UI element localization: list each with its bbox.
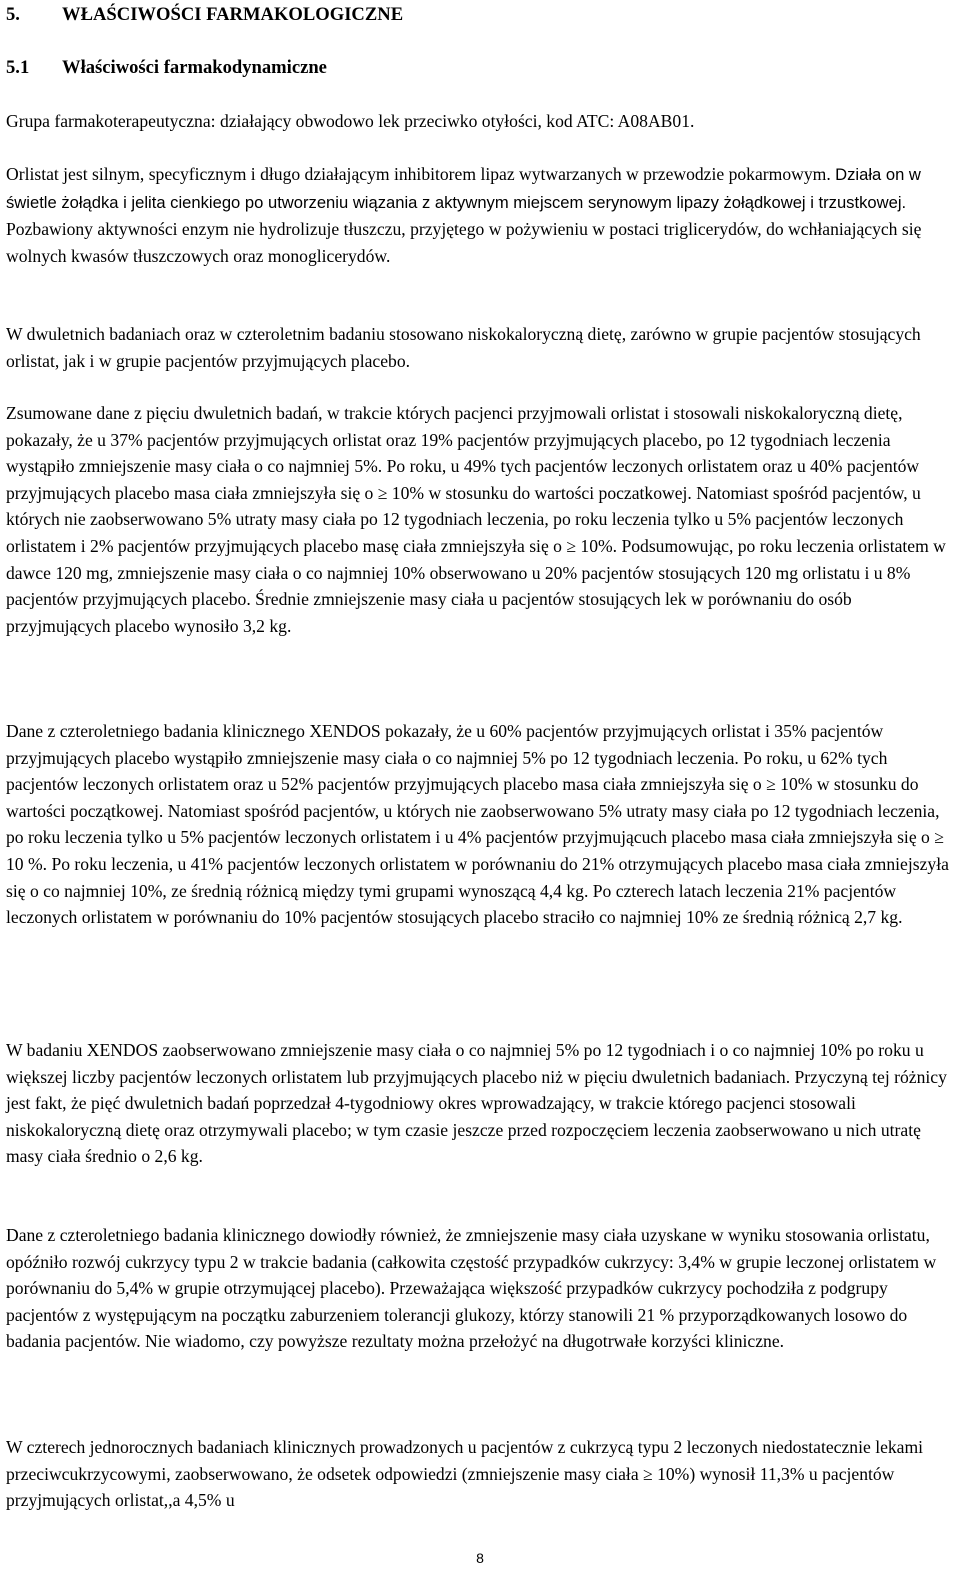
paragraph-mechanism-part-1: Orlistat jest silnym, specyficznym i długo działającym inhibitorem lipaz wytwarzanych w przewodzie pokarmowym. [6, 164, 836, 184]
section-heading [6, 2, 403, 29]
section-title: WŁAŚCIWOŚCI FARMAKOLOGICZNE [62, 4, 404, 25]
section-number: 5. [6, 4, 20, 25]
paragraph-mechanism-part-3: Pozbawiony aktywności enzym nie hydrolizuje tłuszczu, przyjętego w pożywieniu w postaci triglicerydów, do wchłaniających się wolnych kwasów tłuszczowych oraz monoglicerydów. [6, 219, 922, 266]
paragraph-pharmacotherapeutic-group: Grupa farmakoterapeutyczna: działający obwodowo lek przeciwko otyłości, kod ATC: A08AB01. [6, 111, 695, 131]
paragraph-diabetes-delay: Dane z czteroletniego badania klinicznego dowiodły również, że zmniejszenie masy ciała uzyskane w wyniku stosowania orlistatu, opóźniło rozwój cukrzycy typu 2 w trakcie badania (całkowita częstość przypadków cukrzycy: 3,4% w grupie leczonej orlistatem w porównaniu do 5,4% w grupie otrzymującej placebo). Przeważająca większość przypadków cukrzycy pochodziła z podgrupy pacjentów z występującym na początku zaburzeniem tolerancji glukozy, którzy stanowili 21 % przyporządkowanych losowo do badania pacjentów. Nie wiadomo, czy powyższe rezultaty można przełożyć na długotrwałe korzyści kliniczne. [6, 1225, 937, 1352]
paragraph-xendos-comparison: W badaniu XENDOS zaobserwowano zmniejszenie masy ciała o co najmniej 5% po 12 tygodniach i o co najmniej 10% po roku u większej liczby pacjentów leczonych orlistatem lub przyjmujących placebo niż w pięciu dwuletnich badaniach. Przyczyną tej różnicy jest fakt, że pięć dwuletnich badań poprzedzał 4-tygodniowy okres wprowadzający, w trakcie którego pacjenci stosowali niskokaloryczną dietę oraz otrzymywali placebo; w tym czasie jeszcze przed rozpoczęciem leczenia zaobserwowano u nich utratę masy ciała średnio o 2,6 kg. [6, 1040, 947, 1167]
paragraph-two-year-studies: Zsumowane dane z pięciu dwuletnich badań, w trakcie których pacjenci przyjmowali orlistat i stosowali niskokaloryczną dietę, pokazały, że u 37% pacjentów przyjmujących orlistat oraz 19% pacjentów przyjmujących placebo, po 12 tygodniach leczenia wystąpiło zmniejszenie masy ciała o co najmniej 5%. Po roku, u 49% tych pacjentów leczonych orlistatem oraz u 40% pacjentów przyjmujących placebo masa ciała zmniejszyła się o ≥ 10% w stosunku do wartości poczatkowej. Natomiast spośród pacjentów, u których nie zaobserwowano 5% utraty masy ciała po 12 tygodniach leczenia, po roku leczenia tylko u 5% pacjentów leczonych orlistatem i 2% pacjentów przyjmujących placebo masę ciała zmniejszyła się o ≥ 10%. Podsumowując, po roku leczenia orlistatem w dawce 120 mg, zmniejszenie masy ciała o co najmniej 10% obserwowano u 20% pacjentów stosujących 120 mg orlistatu i u 8% pacjentów przyjmujących placebo. Średnie zmniejszenie masy ciała u pacjentów stosujących lek w porównaniu do osób przyjmujących placebo wynosiło 3,2 kg. [6, 403, 946, 636]
paragraph-mechanism-part-2: Działa on w świetle żołądka i jelita cienkiego po utworzeniu wiązania z aktywnym miejscem serynowym lipazy żołądkowej i trzustkowej. [6, 165, 921, 212]
paragraph-type2-diabetes: W czterech jednorocznych badaniach klinicznych prowadzonych u pacjentów z cukrzycą typu 2 leczonych niedostatecznie lekami przeciwcukrzycowymi, zaobserwowano, że odsetek odpowiedzi (zmniejszenie masy ciała ≥ 10%) wynosił 11,3% u pacjentów przyjmujących orlistat,,a 4,5% u [6, 1437, 924, 1511]
page-number: 8 [476, 1550, 484, 1566]
subsection-number: 5.1 [6, 57, 30, 78]
subsection-heading [6, 55, 327, 82]
paragraph-diet: W dwuletnich badaniach oraz w czteroletnim badaniu stosowano niskokaloryczną dietę, zarówno w grupie pacjentów stosujących orlistat, jak i w grupie pacjentów przyjmujących placebo. [6, 324, 921, 371]
subsection-title: Właściwości farmakodynamiczne [62, 57, 327, 78]
paragraph-mechanism [6, 161, 954, 269]
paragraph-xendos-results: Dane z czteroletniego badania klinicznego XENDOS pokazały, że u 60% pacjentów przyjmujących orlistat i 35% pacjentów przyjmujących placebo wystąpiło zmniejszenie masy ciała o co najmniej 5% po 12 tygodniach leczenia. Po roku, u 62% tych pacjentów leczonych orlistatem oraz u 52% pacjentów przyjmujących placebo masa ciała zmniejszyła się o ≥ 10% w stosunku do wartości początkowej. Natomiast spośród pacjentów, u których nie zaobserwowano 5% utraty masy ciała po 12 tygodniach leczenia, po roku leczenia tylko u 5% pacjentów leczonych orlistatem i u 4% pacjentów przyjmującuch placebo masa ciała zmniejszyła się o ≥ 10 %. Po roku leczenia, u 41% pacjentów leczonych orlistatem w porównaniu do 21% otrzymujących placebo masa ciała zmniejszyła się o co najmniej 10%, ze średnią różnicą między tymi grupami wynoszącą 4,4 kg. Po czterech latach leczenia 21% pacjentów leczonych orlistatem w porównaniu do 10% pacjentów stosujących placebo straciło co najmniej 10% ze średnią różnicą 2,7 kg. [6, 721, 949, 928]
